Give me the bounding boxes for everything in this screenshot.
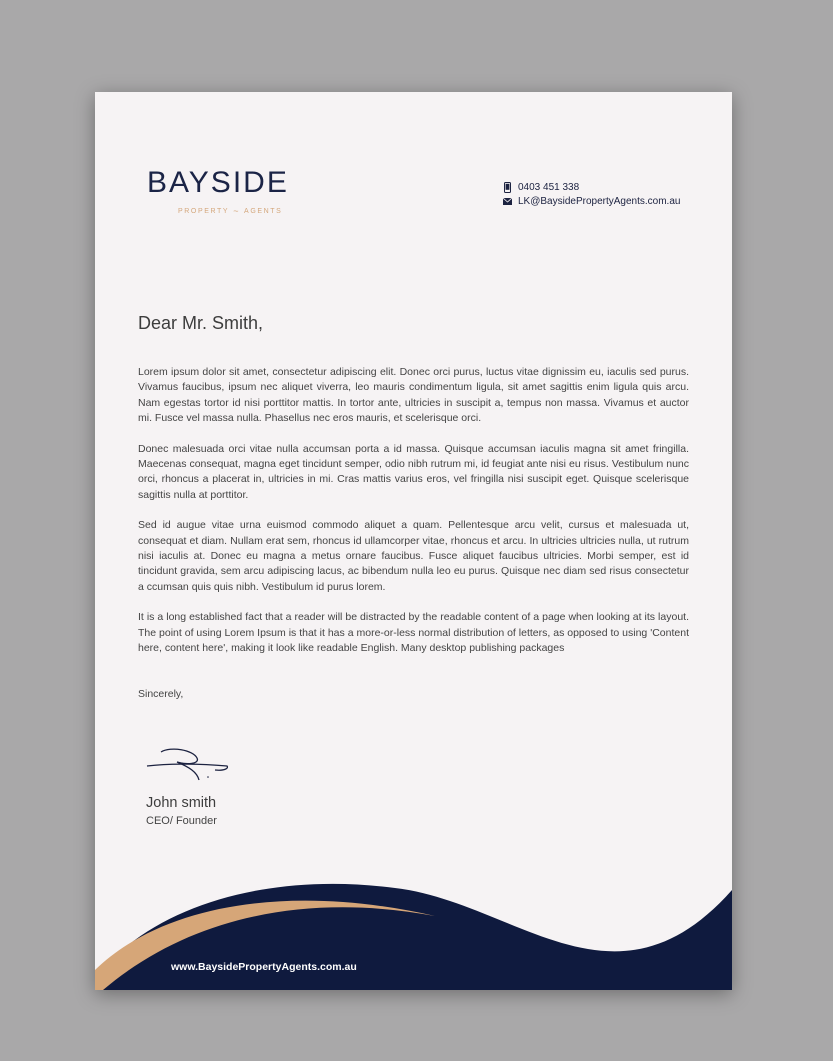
envelope-icon	[503, 196, 512, 207]
paragraph-2: Donec malesuada orci vitae nulla accumsan porta a id massa. Quisque accumsan iaculis magna sit amet fringilla. Maecenas consequat, magna eget tincidunt semper, odio nibh rutrum mi, id feugiat ante nisi eu risus. Vestibulum nunc orci, rhoncus a placerat in, ultricies in mi. Cras mattis varius eros, vel fringilla nisi suscipit eget. Quisque scelerisque sagittis nulla at porttitor.	[138, 442, 689, 501]
letter-body	[138, 365, 689, 672]
logo-wordmark: BAYSIDE	[147, 166, 289, 199]
signature-image	[145, 744, 235, 784]
contact-phone	[503, 180, 680, 194]
logo-tagline	[178, 206, 319, 216]
phone-icon	[503, 182, 512, 193]
footer-website-link[interactable]: www.BaysidePropertyAgents.com.au	[171, 961, 357, 973]
signer-title: CEO/ Founder	[146, 815, 217, 827]
company-logo	[147, 166, 319, 216]
email-address: LK@BaysidePropertyAgents.com.au	[518, 195, 681, 207]
signer-name: John smith	[146, 795, 217, 811]
contact-email	[503, 194, 680, 208]
paragraph-1: Lorem ipsum dolor sit amet, consectetur adipiscing elit. Donec orci purus, luctus vitae dignissim eu, iaculis sed purus. Vivamus faucibus, ipsum nec aliquet viverra, leo mauris condimentum ligula, sit amet sagittis enim ligula quis arcu. Nam egestas tortor id nisi porttitor mattis. In tortor ante, ultricies in suscipit a, tempus non massa. Vivamus et auctor mi. Fusce vel massa nulla. Phasellus nec eros mauris, et scelerisque orci.	[138, 366, 689, 425]
paragraph-4: It is a long established fact that a reader will be distracted by the readable content of a page when looking at its layout. The point of using Lorem Ipsum is that it has a more-or-less normal distribution of letters, as opposed to using 'Content here, content here', making it look like readable English. Many desktop publishing packages	[138, 611, 689, 655]
phone-number: 0403 451 338	[518, 181, 580, 193]
letter-greeting: Dear Mr. Smith,	[138, 313, 264, 333]
paragraph-3: Sed id augue vitae urna euismod commodo aliquet a quam. Pellentesque arcu velit, cursus et malesuada ut, consequat et diam. Nullam erat sem, rhoncus id ullamcorper vitae, rhoncus et arcu. In ultricies ultricies nulla, ut rutrum nisi iaculis at. Donec eu magna a metus ornare faucibus. Fusce aliquet faucibus ultricies. Morbi semper, est id tincidunt gravida, sem arcu adipiscing lacus, ac bibendum nulla leo eu purus. Quisque nec diam sed risus consectetur a ccumsan quis quis nibh. Vestibulum id purus lorem.	[138, 519, 689, 593]
contact-block	[503, 180, 680, 208]
logo-tagline-left: PROPERTY	[178, 207, 230, 215]
tilde-icon: ~	[233, 206, 241, 216]
letterhead-page	[95, 92, 732, 990]
letter-closing: Sincerely,	[138, 688, 184, 700]
logo-tagline-right: AGENTS	[244, 207, 283, 215]
